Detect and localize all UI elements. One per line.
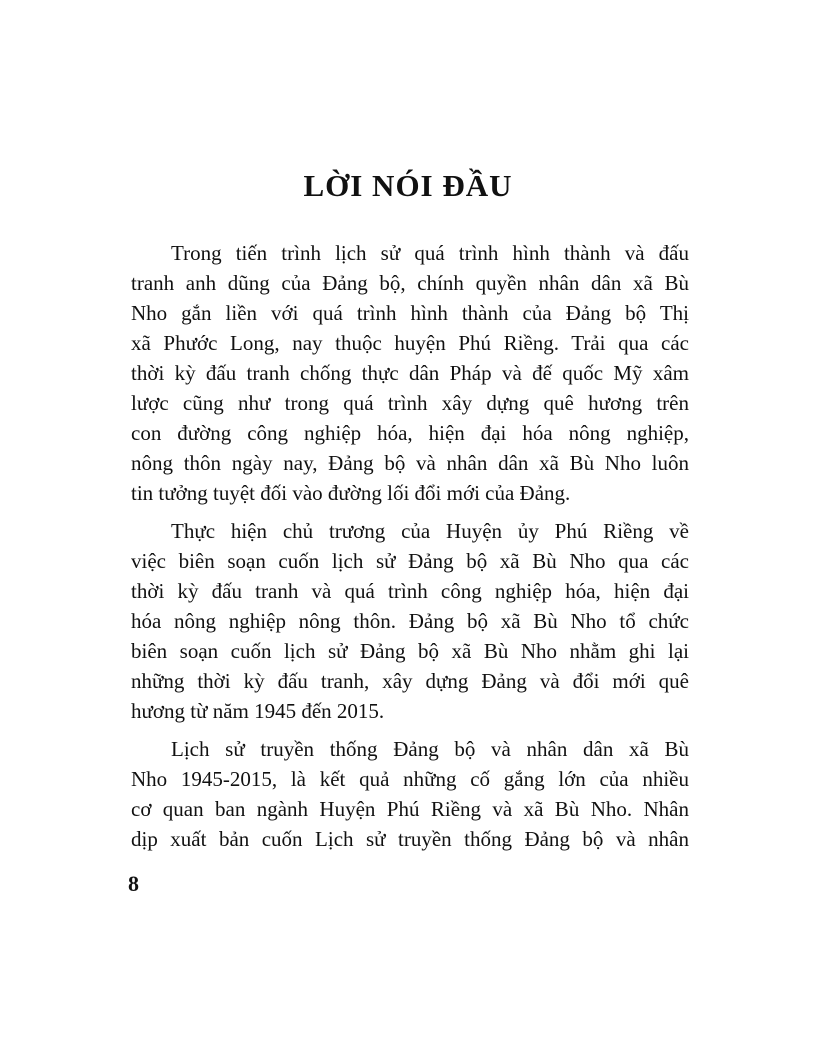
text-line: Nho 1945-2015, là kết quả những cố gắng lớn của nhiều xyxy=(131,767,689,791)
text-line: hóa nông nghiệp nông thôn. Đảng bộ xã Bù Nho tổ chức xyxy=(131,609,689,633)
text-line: biên soạn cuốn lịch sử Đảng bộ xã Bù Nho nhằm ghi lại xyxy=(131,639,689,663)
text-line: tranh anh dũng của Đảng bộ, chính quyền nhân dân xã Bù xyxy=(131,271,689,295)
text-line: những thời kỳ đấu tranh, xây dựng Đảng và đổi mới quê xyxy=(131,669,689,693)
text-line: thời kỳ đấu tranh và quá trình công nghiệp hóa, hiện đại xyxy=(131,579,689,603)
text-line: thời kỳ đấu tranh chống thực dân Pháp và đế quốc Mỹ xâm xyxy=(131,361,689,385)
text-line: Nho gắn liền với quá trình hình thành của Đảng bộ Thị xyxy=(131,301,689,325)
text-line: nông thôn ngày nay, Đảng bộ và nhân dân xã Bù Nho luôn xyxy=(131,451,689,475)
text-line: Trong tiến trình lịch sử quá trình hình thành và đấu xyxy=(171,241,689,265)
text-line: cơ quan ban ngành Huyện Phú Riềng và xã Bù Nho. Nhân xyxy=(131,797,689,821)
text-line: con đường công nghiệp hóa, hiện đại hóa nông nghiệp, xyxy=(131,421,689,445)
text-line: Lịch sử truyền thống Đảng bộ và nhân dân xã Bù xyxy=(171,737,689,761)
text-line: xã Phước Long, nay thuộc huyện Phú Riềng. Trải qua các xyxy=(131,331,689,355)
text-line: tin tưởng tuyệt đối vào đường lối đổi mới của Đảng. xyxy=(131,481,571,505)
paragraph-3 xyxy=(131,734,689,854)
text-line: dịp xuất bản cuốn Lịch sử truyền thống Đảng bộ và nhân xyxy=(131,827,689,851)
page-number: 8 xyxy=(128,871,139,896)
page-title: LỜI NÓI ĐẦU xyxy=(303,168,513,203)
paragraph-2 xyxy=(131,516,689,726)
text-line: lược cũng như trong quá trình xây dựng quê hương trên xyxy=(131,391,689,415)
text-line: hương từ năm 1945 đến 2015. xyxy=(131,699,385,723)
paragraph-1 xyxy=(131,238,689,508)
text-line: việc biên soạn cuốn lịch sử Đảng bộ xã Bù Nho qua các xyxy=(131,549,689,573)
text-line: Thực hiện chủ trương của Huyện ủy Phú Riềng về xyxy=(171,519,689,543)
body-text xyxy=(131,238,689,862)
